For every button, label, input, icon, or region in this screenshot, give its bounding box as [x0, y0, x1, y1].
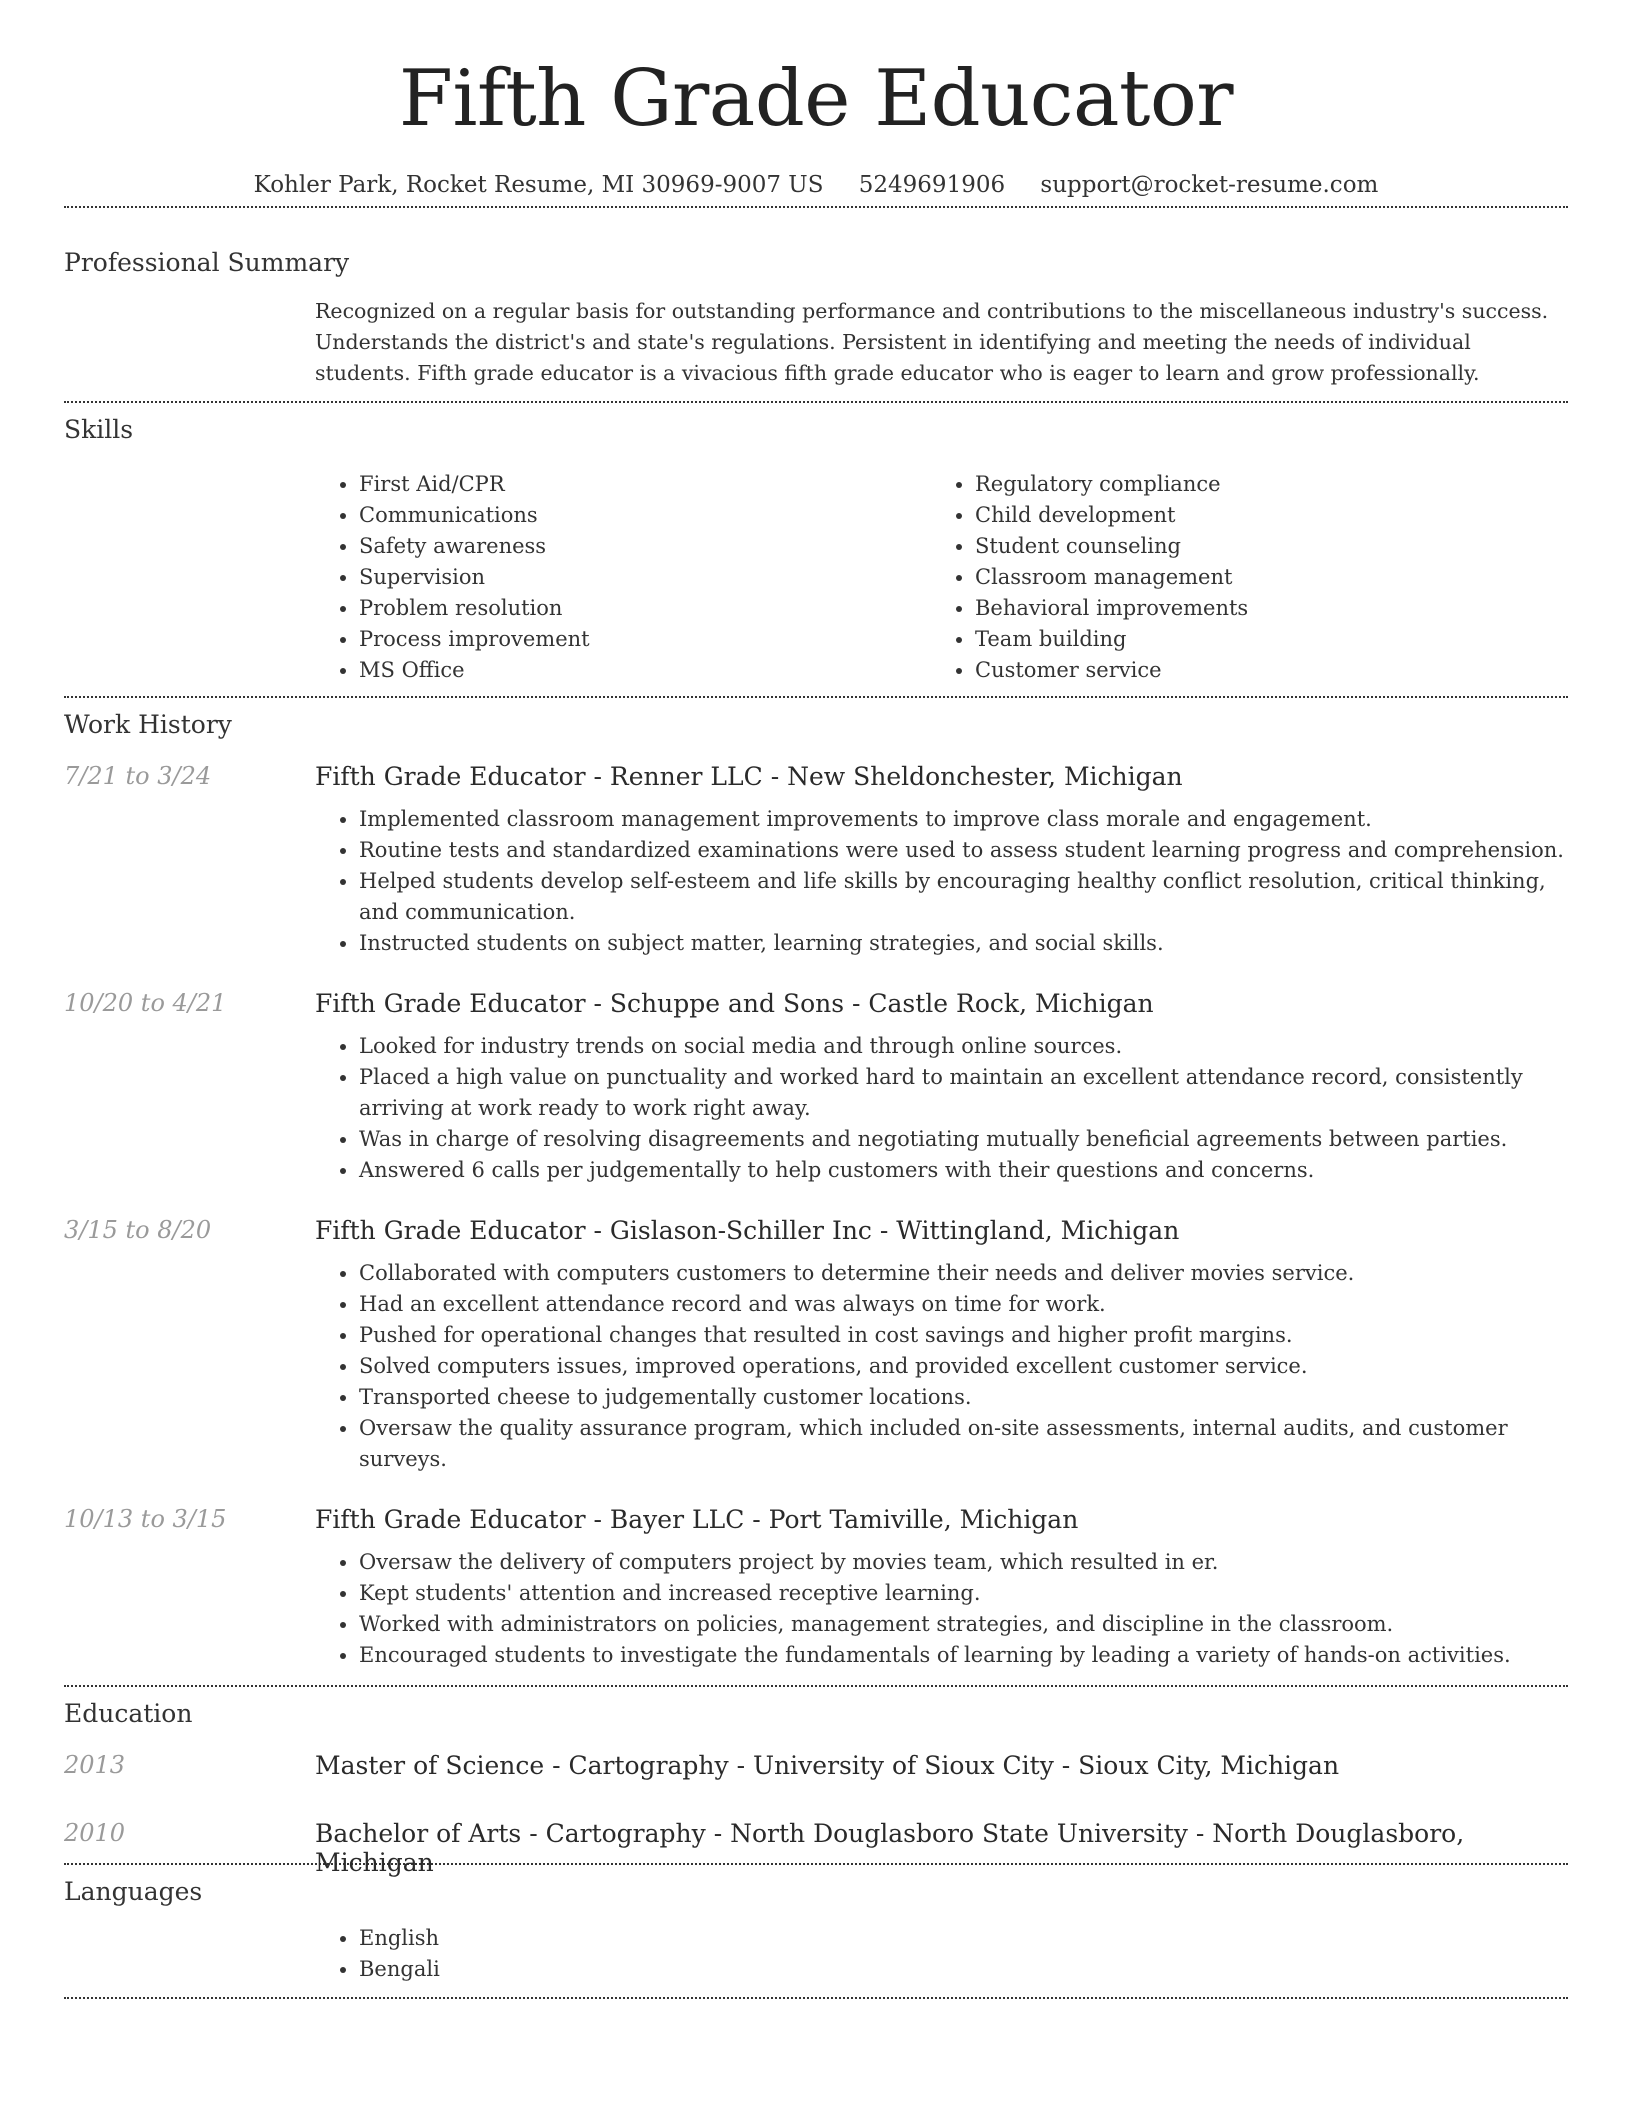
resume-name: Fifth Grade Educator [398, 54, 1234, 144]
job-bullet: • Solved computers issues, improved operations, and provided excellent customer service. [359, 1351, 1568, 1382]
job-dates: 10/13 to 3/15 [64, 1505, 227, 1533]
education-year: 2010 [64, 1819, 126, 1847]
job-bullet: • Transported cheese to judgementally customer locations. [359, 1382, 1568, 1413]
skill-item: • Student counseling [975, 531, 1547, 562]
job-bullets [315, 804, 1568, 959]
skill-item: • Supervision [359, 562, 931, 593]
skill-item: • Process improvement [359, 624, 931, 655]
education-entry [64, 1745, 1568, 1813]
skill-item: • MS Office [359, 655, 931, 686]
job-bullet: • Implemented classroom management improvements to improve class morale and engagement. [359, 804, 1568, 835]
job-bullet: • Routine tests and standardized examinations were used to assess student learning progress and comprehension. [359, 835, 1568, 866]
job-bullets [315, 1258, 1568, 1475]
skills-list-right [931, 469, 1547, 686]
contact-line [64, 150, 1568, 206]
education-degree: Master of Science - Cartography - University of Sioux City - Sioux City, Michigan [315, 1751, 1340, 1780]
job-bullet: • Kept students' attention and increased receptive learning. [359, 1578, 1568, 1609]
job-bullet: • Pushed for operational changes that resulted in cost savings and higher profit margins. [359, 1320, 1568, 1351]
summary-text: Recognized on a regular basis for outstanding performance and contributions to the miscellaneous industry's success. Understands the district's and state's regulations. Persistent in identifying and meeting the needs of individual students. Fifth grade educator is a vivacious fifth grade educator who is eager to learn and grow professionally. [315, 299, 1549, 385]
job-bullet: • Oversaw the quality assurance program, which included on-site assessments, internal audits, and customer surveys. [359, 1413, 1568, 1475]
skill-item: • Safety awareness [359, 531, 931, 562]
skills-title: Skills [64, 415, 134, 444]
job-title: Fifth Grade Educator - Gislason-Schiller Inc - Wittingland, Michigan [315, 1216, 1180, 1245]
job-title: Fifth Grade Educator - Bayer LLC - Port Tamiville, Michigan [315, 1505, 1079, 1534]
summary-section [64, 208, 1568, 401]
job-entry [64, 1501, 1568, 1671]
job-dates: 7/21 to 3/24 [64, 762, 212, 790]
job-bullets [315, 1547, 1568, 1671]
skill-item: • Child development [975, 500, 1547, 531]
language-item: • Bengali [359, 1954, 1568, 1985]
languages-section [64, 1865, 1568, 1997]
job-title: Fifth Grade Educator - Renner LLC - New Sheldonchester, Michigan [315, 762, 1183, 791]
work-history-title: Work History [64, 710, 232, 739]
skill-item: • First Aid/CPR [359, 469, 931, 500]
education-section [64, 1687, 1568, 1877]
summary-title: Professional Summary [64, 248, 350, 277]
job-bullet: • Was in charge of resolving disagreements and negotiating mutually beneficial agreements between parties. [359, 1124, 1568, 1155]
skill-item: • Behavioral improvements [975, 593, 1547, 624]
job-title: Fifth Grade Educator - Schuppe and Sons - Castle Rock, Michigan [315, 989, 1154, 1018]
skill-item: • Team building [975, 624, 1547, 655]
contact-address: Kohler Park, Rocket Resume, MI 30969-9007 US [253, 172, 824, 198]
skills-list-left [315, 469, 931, 686]
job-dates: 3/15 to 8/20 [64, 1216, 212, 1244]
job-bullet: • Encouraged students to investigate the fundamentals of learning by leading a variety of hands-on activities. [359, 1640, 1568, 1671]
job-bullet: • Oversaw the delivery of computers project by movies team, which resulted in er. [359, 1547, 1568, 1578]
skill-item: • Regulatory compliance [975, 469, 1547, 500]
job-dates: 10/20 to 4/21 [64, 989, 227, 1017]
education-entry [64, 1813, 1568, 1877]
work-history-section [64, 698, 1568, 1671]
skills-section [64, 403, 1568, 696]
skill-item: • Classroom management [975, 562, 1547, 593]
job-entry [64, 758, 1568, 959]
education-degree: Bachelor of Arts - Cartography - North Douglasboro State University - North Douglasboro, Michigan [315, 1819, 1465, 1877]
job-bullet: • Looked for industry trends on social media and through online sources. [359, 1031, 1568, 1062]
section-divider [64, 1997, 1568, 1999]
job-entry [64, 985, 1568, 1186]
skill-item: • Communications [359, 500, 931, 531]
job-bullet: • Helped students develop self-esteem and life skills by encouraging healthy conflict resolution, critical thinking, and communication. [359, 866, 1568, 928]
contact-email: support@rocket-resume.com [1040, 172, 1379, 198]
job-bullet: • Instructed students on subject matter, learning strategies, and social skills. [359, 928, 1568, 959]
languages-list [315, 1923, 1568, 1997]
job-bullet: • Placed a high value on punctuality and worked hard to maintain an excellent attendance record, consistently arriving at work ready to work right away. [359, 1062, 1568, 1124]
job-bullet: • Answered 6 calls per judgementally to help customers with their questions and concerns. [359, 1155, 1568, 1186]
job-bullets [315, 1031, 1568, 1186]
education-title: Education [64, 1699, 193, 1728]
contact-phone: 5249691906 [858, 172, 1006, 198]
education-year: 2013 [64, 1751, 126, 1779]
languages-title: Languages [64, 1877, 203, 1906]
job-bullet: • Had an excellent attendance record and was always on time for work. [359, 1289, 1568, 1320]
language-item: • English [359, 1923, 1568, 1954]
job-bullet: • Collaborated with computers customers to determine their needs and deliver movies service. [359, 1258, 1568, 1289]
skill-item: • Customer service [975, 655, 1547, 686]
skill-item: • Problem resolution [359, 593, 931, 624]
job-bullet: • Worked with administrators on policies, management strategies, and discipline in the classroom. [359, 1609, 1568, 1640]
job-entry [64, 1212, 1568, 1475]
